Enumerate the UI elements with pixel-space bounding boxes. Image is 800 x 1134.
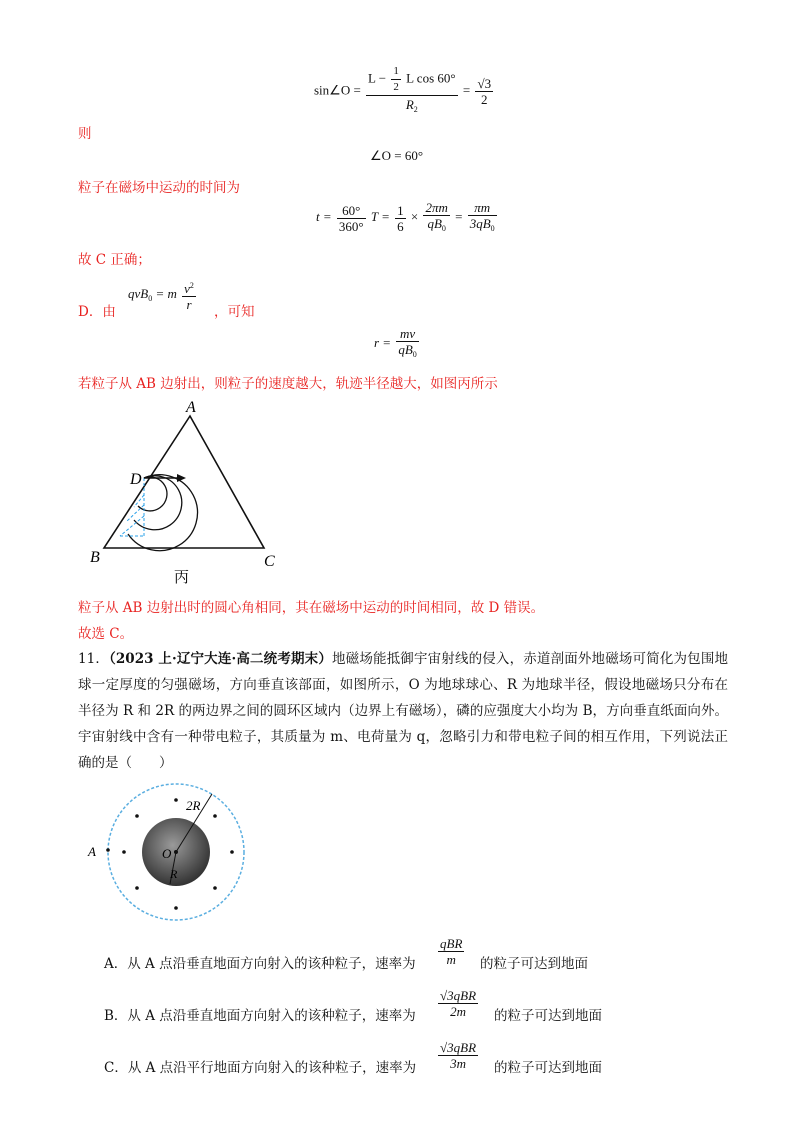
option-b-den: 2m xyxy=(450,1004,466,1019)
f1-num: 60° xyxy=(337,203,366,219)
text-d-wrong: 粒子从 AB 边射出时的圆心角相同，其在磁场中运动的时间相同，故 D 错误。 xyxy=(78,600,545,616)
frac-mv-qb xyxy=(396,326,418,362)
equation-angle: ∠O = 60° xyxy=(370,148,424,163)
option-c-fraction xyxy=(436,1040,480,1071)
eq-T: T = xyxy=(370,208,390,224)
f4-num: πm xyxy=(468,200,497,216)
option-c[interactable] xyxy=(104,1056,416,1076)
frac-2pim xyxy=(423,200,449,236)
f2-den: 6 xyxy=(397,218,404,234)
frac-1-6 xyxy=(395,203,406,234)
figure-triangle xyxy=(82,396,282,590)
radius-sub: 0 xyxy=(412,350,417,359)
equation-force xyxy=(128,278,198,312)
equation-time xyxy=(316,200,499,236)
half-den: 2 xyxy=(393,81,399,93)
option-b[interactable] xyxy=(104,1004,416,1024)
eq-sign: = xyxy=(462,82,471,98)
text-ze: 则 xyxy=(78,126,92,142)
question-number: 11． xyxy=(78,651,109,667)
figure-earth xyxy=(84,780,264,940)
label-b: B xyxy=(90,549,100,566)
text-c-correct: 故 C 正确； xyxy=(78,252,151,268)
eq-lhs: sin∠O = xyxy=(314,82,361,98)
text-choose-c: 故选 C。 xyxy=(78,626,134,642)
radius-den: qB xyxy=(398,342,413,357)
question-text: 地磁场能抵御宇宙射线的侵入，赤道剖面外地磁场可简化为包围地球一定厚度的匀强磁场，方向垂直该部面，如图所示，O 为地球球心、R 为地球半径，假设地磁场只分布在半径为 R 和 2R 的两边界之间的圆环区域内（边界上有磁场），磷的应强度大小均为 B，方向垂直纸面向外。宇宙射线中含有一种带电粒子，其质量为 m、电荷量为 q，忽略引力和带电粒子间的相互作用，下列说法正确的是（ ） xyxy=(78,651,728,771)
fraction-rhs xyxy=(475,76,493,107)
option-a-prefix: A．从 A 点沿垂直地面方向射入的该种粒子，速率为 xyxy=(104,956,416,972)
option-b-suffix: 的粒子可达到地面 xyxy=(494,1008,602,1024)
center-point xyxy=(174,850,178,854)
rhs-den: 2 xyxy=(481,92,488,107)
label-c: C xyxy=(264,553,275,570)
label-2r: 2R xyxy=(186,798,201,813)
eq-times: × xyxy=(410,208,419,224)
text-ab-exit: 若粒子从 AB 边射出，则粒子的速度越大，轨迹半径越大，如图丙所示 xyxy=(78,376,498,392)
force-sub: 0 xyxy=(148,293,153,303)
text-d-prefix: D．由 xyxy=(78,304,116,320)
force-den: r xyxy=(186,297,192,312)
f4-sub: 0 xyxy=(490,224,495,233)
option-a-num: qBR xyxy=(440,936,463,951)
eq-t: t = xyxy=(316,208,332,224)
f3-num: 2πm xyxy=(425,200,448,215)
option-c-prefix: C．从 A 点沿平行地面方向射入的该种粒子，速率为 xyxy=(104,1060,417,1076)
text-d-suffix: ，可知 xyxy=(214,304,255,320)
fraction-half xyxy=(391,64,401,95)
force-num: v xyxy=(184,281,190,296)
force-sup: 2 xyxy=(189,281,194,290)
option-a-den: m xyxy=(446,952,456,967)
radius-num: mv xyxy=(396,326,418,342)
force-eq: = m xyxy=(155,285,177,301)
f2-num: 1 xyxy=(397,202,404,218)
equation-radius xyxy=(374,326,421,362)
option-a[interactable] xyxy=(104,952,416,972)
option-c-den: 3m xyxy=(450,1056,466,1071)
eq-num-a: L − xyxy=(368,70,387,86)
option-c-suffix: 的粒子可达到地面 xyxy=(494,1060,602,1076)
question-11 xyxy=(78,646,728,776)
frac-pim xyxy=(468,200,497,236)
eq-num-b: L cos 60° xyxy=(406,70,456,86)
option-b-fraction xyxy=(436,988,480,1019)
f4-den: 3qB xyxy=(469,216,491,231)
option-b-prefix: B．从 A 点沿垂直地面方向射入的该种粒子，速率为 xyxy=(104,1008,416,1024)
f3-den: qB xyxy=(427,216,442,231)
label-r: R xyxy=(170,867,178,881)
option-a-fraction xyxy=(436,936,466,967)
label-a: A xyxy=(186,399,196,416)
equation-sin-angle xyxy=(314,64,495,119)
arrow-head xyxy=(177,474,186,482)
frac-v2-r xyxy=(182,278,196,312)
label-o: O xyxy=(162,846,172,861)
triangle-outline xyxy=(104,416,264,548)
option-a-suffix: 的粒子可达到地面 xyxy=(480,956,588,972)
option-b-num: √3qBR xyxy=(440,988,477,1003)
rhs-num: √3 xyxy=(477,76,492,91)
eq-den-sub: 2 xyxy=(413,105,418,114)
label-d: D xyxy=(130,471,142,488)
option-c-num: √3qBR xyxy=(440,1040,477,1055)
question-source: （2023 上·辽宁大连·高二统考期末） xyxy=(109,651,332,667)
trajectory-arc-small xyxy=(138,477,167,511)
f1-den: 360° xyxy=(338,218,364,234)
eq-den: R xyxy=(405,97,414,112)
fraction-main xyxy=(366,64,458,119)
eq-sign-2: = xyxy=(455,208,463,224)
frac-60-360 xyxy=(337,203,366,234)
text-time-intro: 粒子在磁场中运动的时间为 xyxy=(78,180,240,196)
radius-lhs: r = xyxy=(374,334,392,350)
caption-bing: 丙 xyxy=(174,570,190,586)
half-num: 1 xyxy=(391,64,401,80)
label-a-point: A xyxy=(88,844,96,859)
f3-sub: 0 xyxy=(441,224,446,233)
force-lhs: qvB xyxy=(128,285,149,301)
